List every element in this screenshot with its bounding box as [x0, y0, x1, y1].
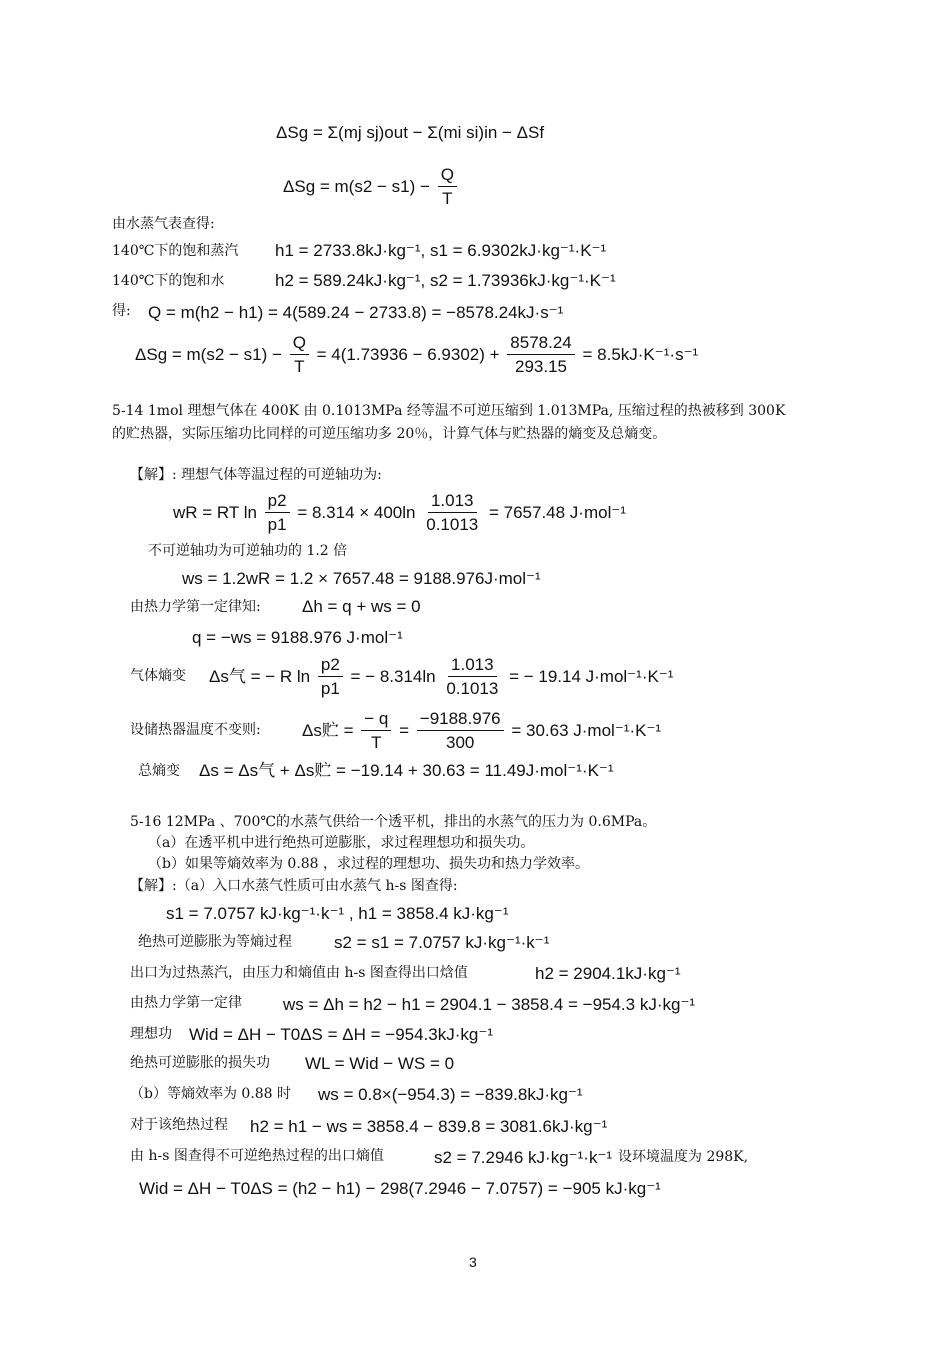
page-number: 3 [469, 1254, 477, 1270]
loss-work-equation: WL = Wid − WS = 0 [305, 1054, 455, 1073]
heat-shaft-work-equation: q = −ws = 9188.976 J·mol⁻¹ [192, 628, 403, 647]
total-entropy-label: 总熵变 [138, 763, 180, 779]
total-entropy-equation: Δs = Δs气 + Δs贮 = −19.14 + 30.63 = 11.49J·mol⁻¹·K⁻¹ [199, 761, 614, 780]
sg-calc-middle: = 4(1.73936 − 6.9302) + [316, 345, 500, 364]
outlet-entropy-equation: s2 = 7.2946 kJ·kg⁻¹·k⁻¹ [434, 1148, 613, 1167]
fraction-numerator: − q [361, 710, 391, 731]
sat-water-values: h2 = 589.24kJ·kg⁻¹, s2 = 1.73936kJ·kg⁻¹·K⁻¹ [275, 271, 616, 290]
entropy-generation-equation [283, 166, 460, 207]
irreversible-work-text: 不可逆轴功为可逆轴功的 1.2 倍 [148, 543, 348, 559]
fraction-denominator: T [442, 189, 453, 208]
wr-lhs: wR = RT ln [173, 503, 257, 522]
pressure-ratio-fraction [318, 656, 343, 697]
wr-middle: = 8.314 × 400ln [297, 503, 416, 522]
ideal-work-label: 理想功 [130, 1026, 172, 1042]
sat-vapor-values: h1 = 2733.8kJ·kg⁻¹, s1 = 6.9302kJ·kg⁻¹·K⁻¹ [275, 241, 607, 260]
outlet-enthalpy-equation: h2 = 2904.1kJ·kg⁻¹ [535, 964, 681, 983]
fraction-denominator: 0.1013 [426, 515, 479, 534]
fraction-denominator: 300 [446, 733, 475, 752]
fraction-denominator: p1 [267, 515, 287, 534]
fraction-numerator: 1.013 [428, 492, 477, 513]
fraction-numerator: p2 [318, 656, 343, 677]
fraction-denominator: 0.1013 [446, 679, 499, 698]
problem-5-14-line2: 的贮热器，实际压缩功比同样的可逆压缩功多 20％，计算气体与贮热器的熵变及总熵变。 [112, 426, 667, 442]
res-result: = 30.63 J·mol⁻¹·K⁻¹ [511, 721, 662, 740]
sg-lhs: ΔSg = m(s2 − s1) − [283, 177, 430, 196]
heat-over-temperature-fraction [507, 334, 574, 375]
res-equals: = [399, 721, 410, 740]
fraction-denominator: T [371, 733, 382, 752]
fraction-denominator: 293.15 [515, 357, 568, 376]
problem-5-14-line1: 5-14 1mol 理想气体在 400K 由 0.1013MPa 经等温不可逆压缩到 1.013MPa, 压缩过程的热被移到 300K [112, 403, 786, 419]
ambient-temperature-label: 设环境温度为 298K, [618, 1149, 749, 1165]
problem-5-16-part-b: （b）如果等熵效率为 0.88 ，求过程的理想功、损失功和热力学效率。 [148, 856, 590, 872]
fraction-denominator: p1 [320, 679, 340, 698]
efficiency-label: （b）等熵效率为 0.88 时 [130, 1086, 292, 1102]
adiabatic-enthalpy-equation: h2 = h1 − ws = 3858.4 − 839.8 = 3081.6kJ·kg⁻¹ [250, 1117, 608, 1136]
adiabatic-label: 对于该绝热过程 [130, 1117, 228, 1133]
heat-equation: Q = m(h2 − h1) = 4(589.24 − 2733.8) = −8578.24kJ·s⁻¹ [148, 303, 564, 322]
get-label: 得: [112, 303, 131, 319]
gas-ds-lhs: Δs气 = − R ln [209, 667, 311, 686]
pressure-ratio-fraction [265, 492, 290, 533]
efficiency-work-equation: ws = 0.8×(−954.3) = −839.8kJ·kg⁻¹ [318, 1085, 583, 1104]
q-over-t-fraction [290, 334, 309, 375]
sg-calc-lhs: ΔSg = m(s2 − s1) − [135, 345, 282, 364]
q-over-t-fraction [361, 710, 391, 751]
shaft-work-equation: ws = 1.2wR = 1.2 × 7657.48 = 9188.976J·mol⁻¹ [182, 569, 541, 588]
q-over-t-fraction [438, 166, 457, 207]
inlet-properties-equation: s1 = 7.0757 kJ·kg⁻¹·k⁻¹ , h1 = 3858.4 kJ·kg⁻¹ [166, 904, 509, 923]
sg-calc-result: = 8.5kJ·K⁻¹·s⁻¹ [582, 345, 699, 364]
isentropic-label: 绝热可逆膨胀为等熵过程 [138, 934, 292, 950]
solution-5-14-intro: 【解】: 理想气体等温过程的可逆轴功为: [130, 467, 382, 483]
solution-5-16-intro: 【解】:（a）入口水蒸气性质可由水蒸气 h-s 图查得: [130, 878, 458, 894]
sat-vapor-label: 140℃下的饱和蒸汽 [112, 243, 239, 259]
fraction-numerator: Q [290, 334, 309, 355]
res-lhs: Δs贮 = [302, 721, 354, 740]
problem-5-16-part-a: （a）在透平机中进行绝热可逆膨胀，求过程理想功和损失功。 [148, 835, 535, 851]
fraction-numerator: p2 [265, 492, 290, 513]
loss-work-label: 绝热可逆膨胀的损失功 [130, 1055, 270, 1071]
gas-ds-middle: = − 8.314ln [350, 667, 436, 686]
reservoir-entropy-equation [302, 710, 661, 751]
pressure-values-fraction [443, 656, 501, 697]
outlet-label: 出口为过热蒸汽，由压力和熵值由 h-s 图查得出口焓值 [130, 965, 468, 981]
heat-over-temperature-fraction [417, 710, 504, 751]
fraction-numerator: 1.013 [448, 656, 497, 677]
problem-5-16-line1: 5-16 12MPa 、700℃的水蒸气供给一个透平机，排出的水蒸气的压力为 0.6MPa。 [130, 814, 657, 830]
fraction-numerator: 8578.24 [507, 334, 574, 355]
gas-ds-result: = − 19.14 J·mol⁻¹·K⁻¹ [509, 667, 674, 686]
gas-entropy-equation [209, 656, 673, 697]
hs-chart-label: 由 h-s 图查得不可逆绝热过程的出口熵值 [130, 1148, 384, 1164]
ideal-work-equation: Wid = ΔH − T0ΔS = ΔH = −954.3kJ·kg⁻¹ [189, 1025, 493, 1044]
reversible-work-equation [173, 492, 626, 533]
pressure-values-fraction [423, 492, 481, 533]
wr-result: = 7657.48 J·mol⁻¹ [488, 503, 626, 522]
sat-water-label: 140℃下的饱和水 [112, 273, 225, 289]
fraction-denominator: T [294, 357, 305, 376]
first-law-equation: Δh = q + ws = 0 [302, 597, 421, 616]
fraction-numerator: Q [438, 166, 457, 187]
reservoir-label: 设储热器温度不变则: [130, 722, 261, 738]
first-law-equation-2: ws = Δh = h2 − h1 = 2904.1 − 3858.4 = −954.3 kJ·kg⁻¹ [283, 995, 696, 1014]
fraction-numerator: −9188.976 [417, 710, 504, 731]
first-law-label-2: 由热力学第一定律 [130, 995, 242, 1011]
gas-entropy-label: 气体熵变 [130, 668, 186, 684]
steam-table-intro: 由水蒸气表查得: [112, 216, 215, 232]
isentropic-equation: s2 = s1 = 7.0757 kJ·kg⁻¹·k⁻¹ [334, 933, 550, 952]
first-law-label: 由热力学第一定律知: [130, 599, 261, 615]
entropy-generation-calculation [135, 334, 698, 375]
entropy-generation-general-equation: ΔSg = Σ(mj sj)out − Σ(mi si)in − ΔSf [276, 123, 545, 142]
final-ideal-work-equation: Wid = ΔH − T0ΔS = (h2 − h1) − 298(7.2946 − 7.0757) = −905 kJ·kg⁻¹ [139, 1179, 661, 1198]
